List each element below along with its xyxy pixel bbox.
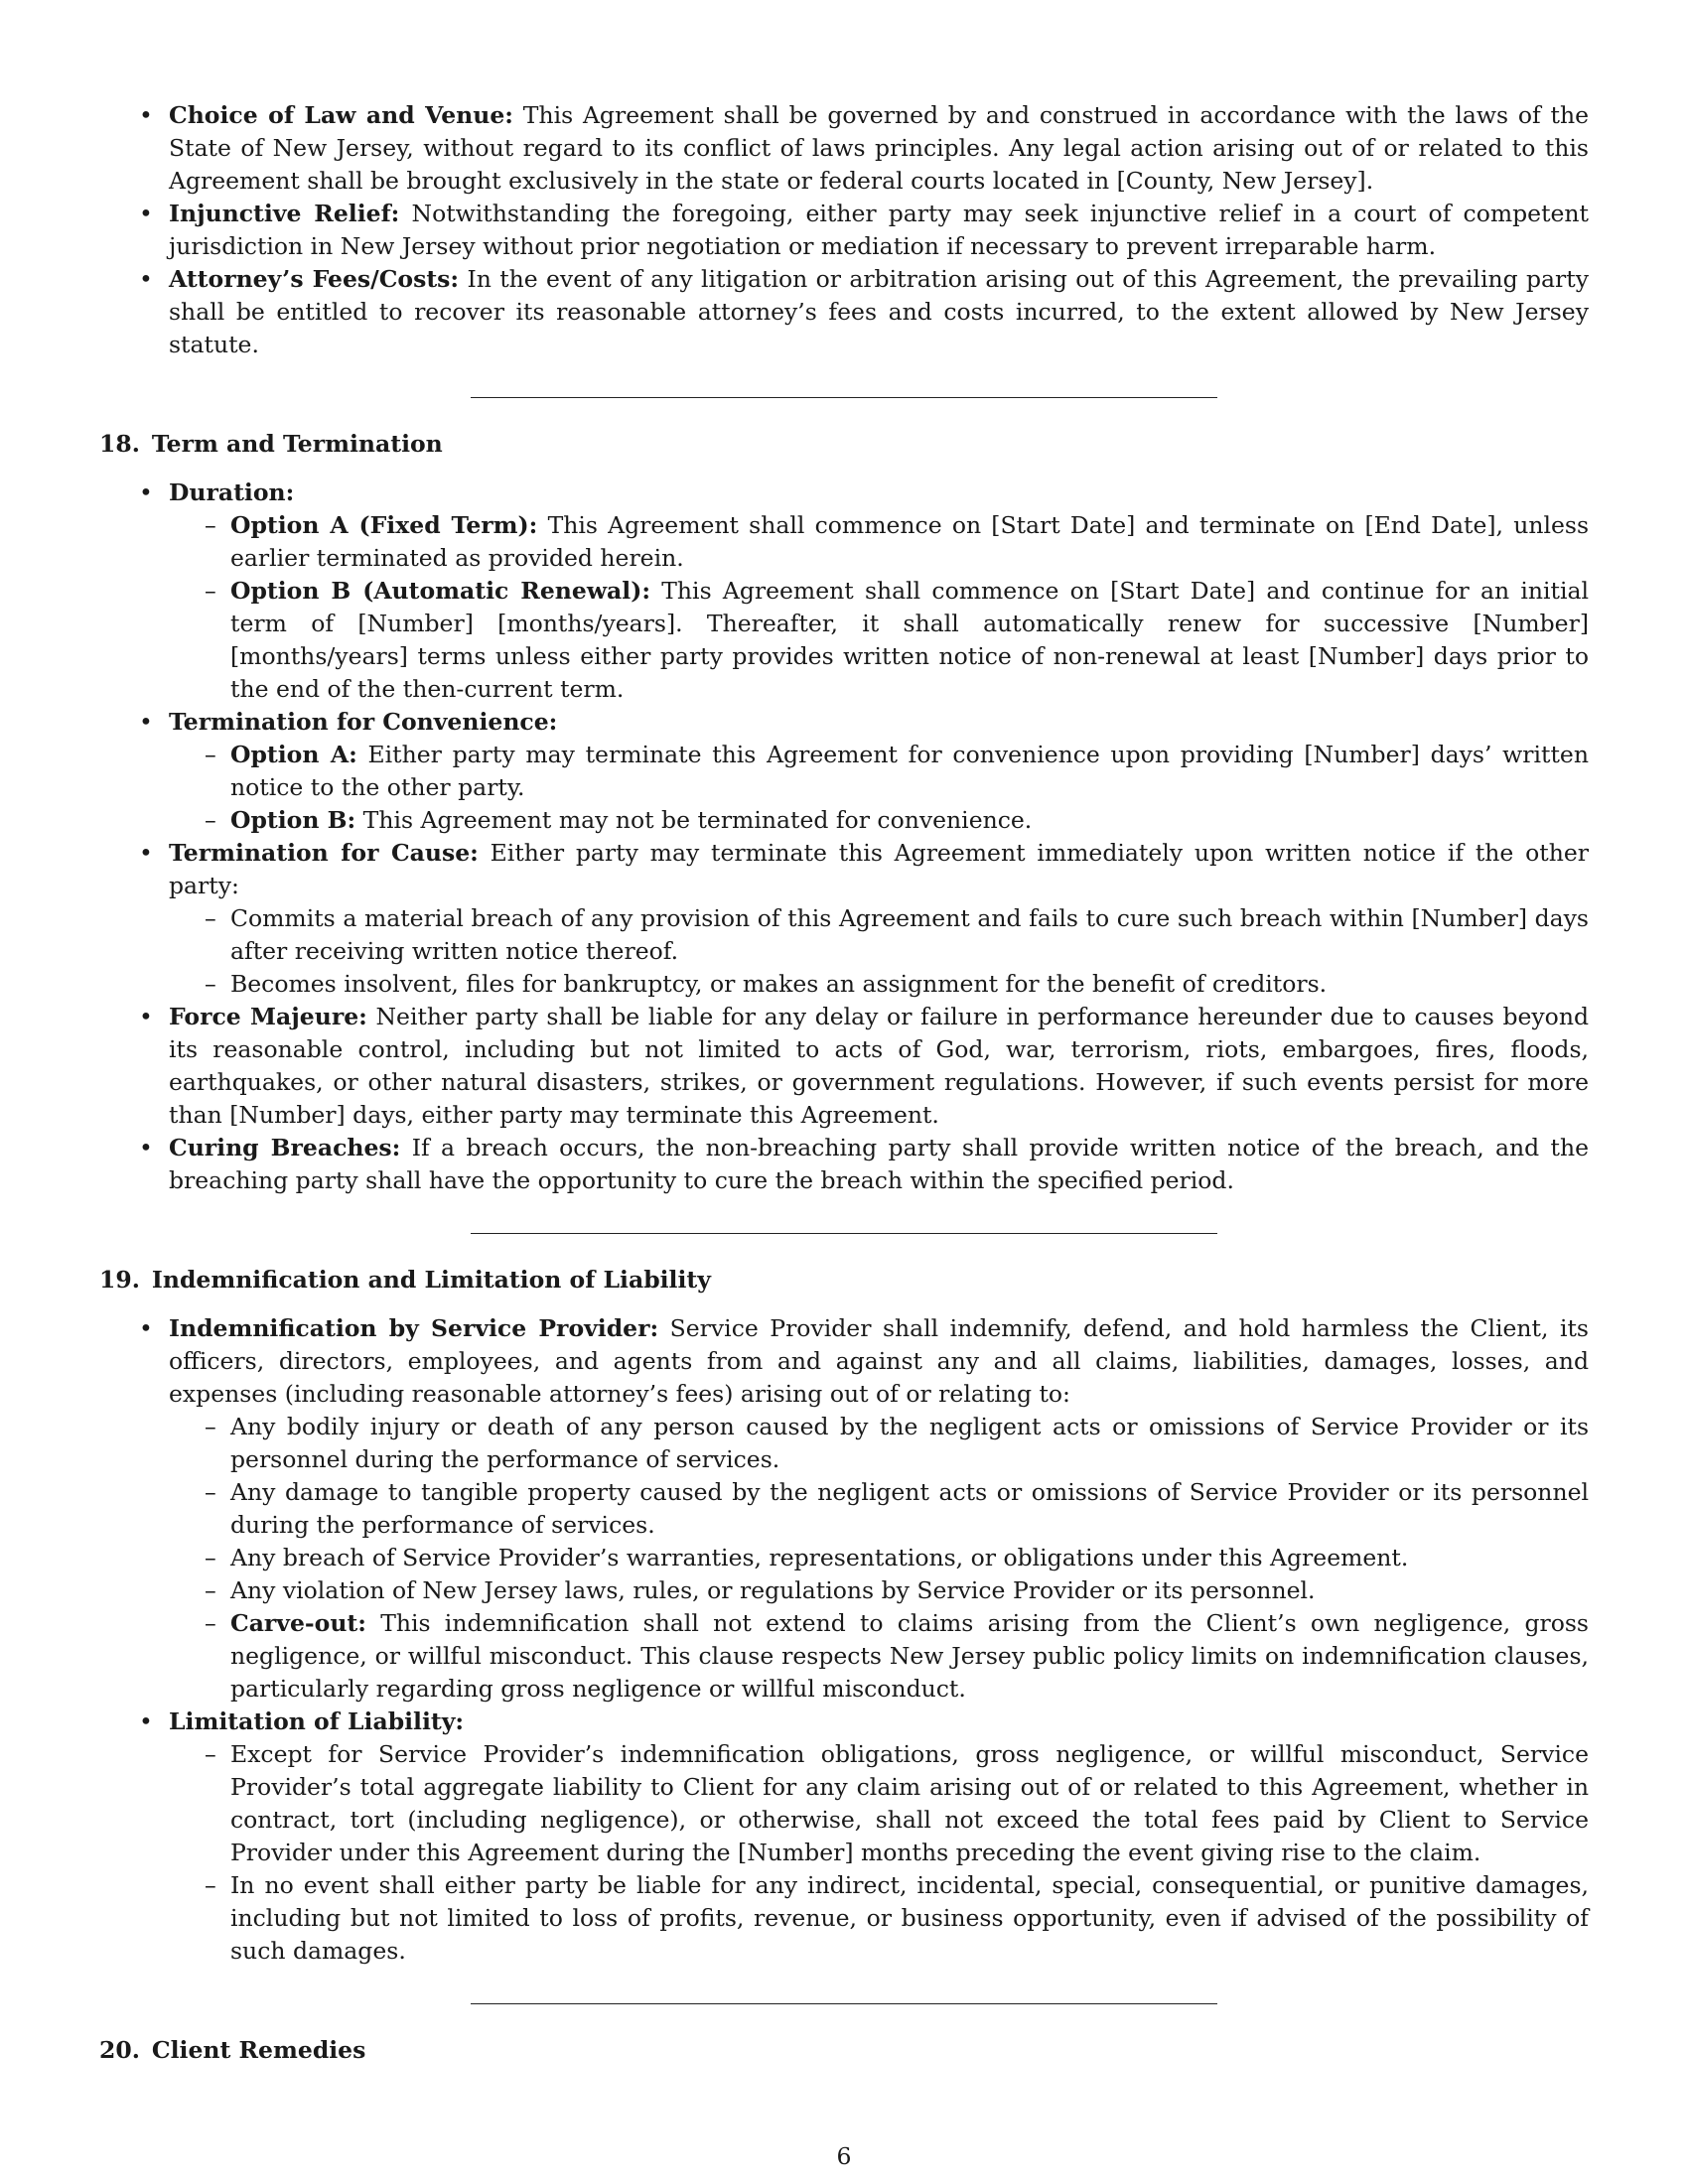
sub-list <box>169 902 1589 1001</box>
item-label: Limitation of Liability: <box>169 1707 465 1735</box>
document-page <box>99 99 1589 2083</box>
governing-law-list <box>99 99 1589 361</box>
item-label: Injunctive Relief: <box>169 200 400 227</box>
list-item <box>99 263 1589 361</box>
sub-list-item: – Any violation of New Jersey laws, rules, or regulations by Service Provider or its personnel. <box>169 1574 1589 1607</box>
sub-list-item: – Becomes insolvent, files for bankruptcy, or makes an assignment for the benefit of creditors. <box>169 968 1589 1001</box>
item-label: Termination for Convenience: <box>169 708 558 736</box>
item-text: This Agreement may not be terminated for convenience. <box>362 806 1033 834</box>
sub-list-item: – Any bodily injury or death of any person caused by the negligent acts or omissions of Service Provider or its personnel during the performance of services. <box>169 1411 1589 1476</box>
item-label: Attorney’s Fees/Costs: <box>169 265 460 293</box>
item-text: This indemnification shall not extend to claims arising from the Client’s own negligence, gross negligence, or willful misconduct. This clause respects New Jersey public policy limits on indemnification clauses, particularly regarding gross negligence or willful misconduct. <box>230 1609 1589 1703</box>
section-number: 19. <box>99 1266 140 1294</box>
item-label: Option B (Automatic Renewal): <box>230 577 650 605</box>
term-termination-list <box>99 477 1589 1197</box>
item-text: If a breach occurs, the non-breaching party shall provide written notice of the breach, and the breaching party shall have the opportunity to cure the breach within the specified period. <box>169 1134 1589 1194</box>
indemnification-list <box>99 1312 1589 1968</box>
item-text: Either party may terminate this Agreement for convenience upon providing [Number] days’ written notice to the other party. <box>230 741 1589 801</box>
sub-list-item: – Except for Service Provider’s indemnification obligations, gross negligence, or willful misconduct, Service Provider’s total aggregate liability to Client for any claim arising out of or related to this Agreement, whether in contract, tort (including negligence), or otherwise, shall not exceed the total fees paid by Client to Service Provider under this Agreement during the [Number] months preceding the event giving rise to the claim. <box>169 1738 1589 1869</box>
section-number: 20. <box>99 2036 140 2064</box>
sub-list-item <box>169 575 1589 706</box>
item-label: Option A: <box>230 741 357 768</box>
item-label: Curing Breaches: <box>169 1134 401 1161</box>
sub-list-item <box>169 804 1589 837</box>
sub-list <box>169 739 1589 837</box>
list-item <box>99 1132 1589 1197</box>
item-text: Notwithstanding the foregoing, either party may seek injunctive relief in a court of competent jurisdiction in New Jersey without prior negotiation or mediation if necessary to prevent irreparable harm. <box>169 200 1590 260</box>
item-label: Force Majeure: <box>169 1003 367 1030</box>
list-item <box>99 1312 1589 1706</box>
sub-list <box>169 1411 1589 1706</box>
sub-list <box>169 1738 1589 1968</box>
section-title: Indemnification and Limitation of Liability <box>151 1266 711 1294</box>
list-item <box>99 477 1589 706</box>
list-item <box>99 1001 1589 1132</box>
sub-list-item: – Commits a material breach of any provision of this Agreement and fails to cure such breach within [Number] days after receiving written notice thereof. <box>169 902 1589 968</box>
list-item <box>99 1706 1589 1968</box>
item-label: Indemnification by Service Provider: <box>169 1314 659 1342</box>
list-item <box>99 837 1589 1001</box>
item-text: This Agreement shall be governed by and construed in accordance with the laws of the State of New Jersey, without regard to its conflict of laws principles. Any legal action arising out of or related to this Agreement shall be brought exclusively in the state or federal courts located in [County, New Jersey]. <box>169 101 1589 195</box>
sub-list-item <box>169 1607 1589 1706</box>
item-text: Service Provider shall indemnify, defend, and hold harmless the Client, its officers, directors, employees, and agents from and against any and all claims, liabilities, damages, losses, and expenses (including reasonable attorney’s fees) arising out of or relating to: <box>169 1314 1589 1408</box>
section-heading-20 <box>99 2034 1589 2067</box>
item-label: Choice of Law and Venue: <box>169 101 513 129</box>
item-text: Neither party shall be liable for any delay or failure in performance hereunder due to causes beyond its reasonable control, including but not limited to acts of God, war, terrorism, riots, embargoes, fires, floods, earthquakes, or other natural disasters, strikes, or government regulations. However, if such events persist for more than [Number] days, either party may terminate this Agreement. <box>169 1003 1589 1129</box>
section-heading-18 <box>99 428 1589 461</box>
list-item <box>99 706 1589 837</box>
item-text: Either party may terminate this Agreement immediately upon written notice if the other party: <box>169 839 1589 899</box>
sub-list-item <box>169 739 1589 804</box>
section-title: Client Remedies <box>151 2036 366 2064</box>
sub-list-item <box>169 509 1589 575</box>
page-number: 6 <box>836 2142 852 2170</box>
item-label: Termination for Cause: <box>169 839 479 867</box>
item-label: Duration: <box>169 478 295 506</box>
sub-list <box>169 509 1589 706</box>
item-text: In the event of any litigation or arbitration arising out of this Agreement, the prevailing party shall be entitled to recover its reasonable attorney’s fees and costs incurred, to the extent allowed by New Jersey statute. <box>169 265 1589 358</box>
list-item <box>99 99 1589 198</box>
section-divider <box>471 397 1217 398</box>
item-label: Carve-out: <box>230 1609 366 1637</box>
item-text: This Agreement shall commence on [Start Date] and terminate on [End Date], unless earlier terminated as provided herein. <box>230 511 1590 572</box>
sub-list-item: – Any breach of Service Provider’s warranties, representations, or obligations under this Agreement. <box>169 1542 1589 1574</box>
item-label: Option A (Fixed Term): <box>230 511 538 539</box>
item-label: Option B: <box>230 806 356 834</box>
sub-list-item: – In no event shall either party be liable for any indirect, incidental, special, consequential, or punitive damages, including but not limited to loss of profits, revenue, or business opportunity, even if advised of the possibility of such damages. <box>169 1869 1589 1968</box>
item-text: This Agreement shall commence on [Start Date] and continue for an initial term of [Number] [months/years]. Thereafter, it shall automatically renew for successive [Number] [months/years] terms unless either party provides written notice of non-renewal at least [Number] days prior to the end of the then-current term. <box>230 577 1589 703</box>
section-heading-19 <box>99 1264 1589 1297</box>
section-divider <box>471 2003 1217 2004</box>
section-title: Term and Termination <box>151 430 443 458</box>
list-item <box>99 198 1589 263</box>
section-number: 18. <box>99 430 140 458</box>
section-divider <box>471 1233 1217 1234</box>
sub-list-item: – Any damage to tangible property caused by the negligent acts or omissions of Service Provider or its personnel during the performance of services. <box>169 1476 1589 1542</box>
